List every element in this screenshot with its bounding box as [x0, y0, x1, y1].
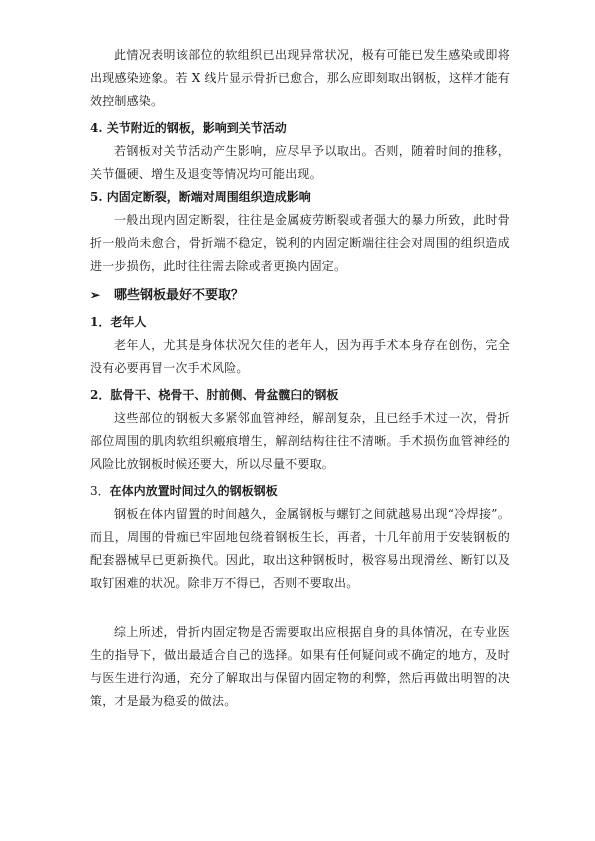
paragraph-intro: 此情况表明该部位的软组织已出现异常状况，极有可能已发生感染或即将出现感染迹象。若 X 线片显示骨折已愈合，那么应即刻取出钢板，这样才能有效控制感染。 [90, 48, 510, 108]
section-title-text: 哪些钢板最好不要取？ [114, 288, 245, 303]
heading-elderly: 1．老年人 [90, 315, 147, 329]
heading-long-duration [90, 480, 510, 503]
heading-fixation-fracture: 5. 内固定断裂，断端对周围组织造成影响 [90, 190, 311, 204]
paragraph-joint-plate: 若钢板对关节活动产生影响，应尽早予以取出。否则，随着时间的推移，关节僵硬、增生及退变等情况均可能出现。 [90, 144, 510, 181]
heading-bone-sites: 2．肱骨干、桡骨干、肘前侧、骨盆髋臼的钢板 [90, 388, 339, 402]
heading-long-duration-text: 在体内放置时间过久的钢板钢板 [109, 484, 278, 498]
arrow-bullet-icon: ➢ [90, 288, 101, 302]
paragraph-conclusion: 综上所述，骨折内固定物是否需要取出应根据自身的具体情况，在专业医生的指导下，做出最适合自己的选择。如果有任何疑问或不确定的地方，及时与医生进行沟通，充分了解取出与保留内固定物的利弊，然后再做出明智的决策，才是最为稳妥的做法。 [90, 625, 510, 708]
paragraph-bone-sites: 这些部位的钢板大多紧邻血管神经，解剖复杂，且已经手术过一次，骨折部位周围的肌肉软组织瘢痕增生，解剖结构往往不清晰。手术损伤血管神经的风险比放钢板时候还要大，所以尽量不要取。 [90, 411, 510, 471]
paragraph-long-duration: 钢板在体内留置的时间越久，金属钢板与螺钉之间就越易出现“冷焊接”。而且，周围的骨痂已牢固地包绕着钢板生长，再者，十几年前用于安装钢板的配套器械早已更新换代。因此，取出这种钢板时，极容易出现滑丝、断钉以及取钉困难的状况。除非万不得已，否则不要取出。 [90, 507, 510, 590]
heading-long-duration-number: 3． [90, 484, 110, 498]
heading-joint-plate: 4. 关节附近的钢板，影响到关节活动 [90, 121, 287, 135]
section-title [90, 284, 510, 307]
paragraph-fixation-fracture: 一般出现内固定断裂，往往是金属疲劳断裂或者强大的暴力所致，此时骨折一般尚未愈合，骨折端不稳定，锐利的内固定断端往往会对周围的组织造成进一步损伤，此时往往需去除或者更换内固定。 [90, 213, 510, 273]
document-body [90, 44, 510, 713]
paragraph-elderly: 老年人，尤其是身体状况欠佳的老年人，因为再手术本身存在创伤，完全没有必要再冒一次手术风险。 [90, 338, 510, 375]
